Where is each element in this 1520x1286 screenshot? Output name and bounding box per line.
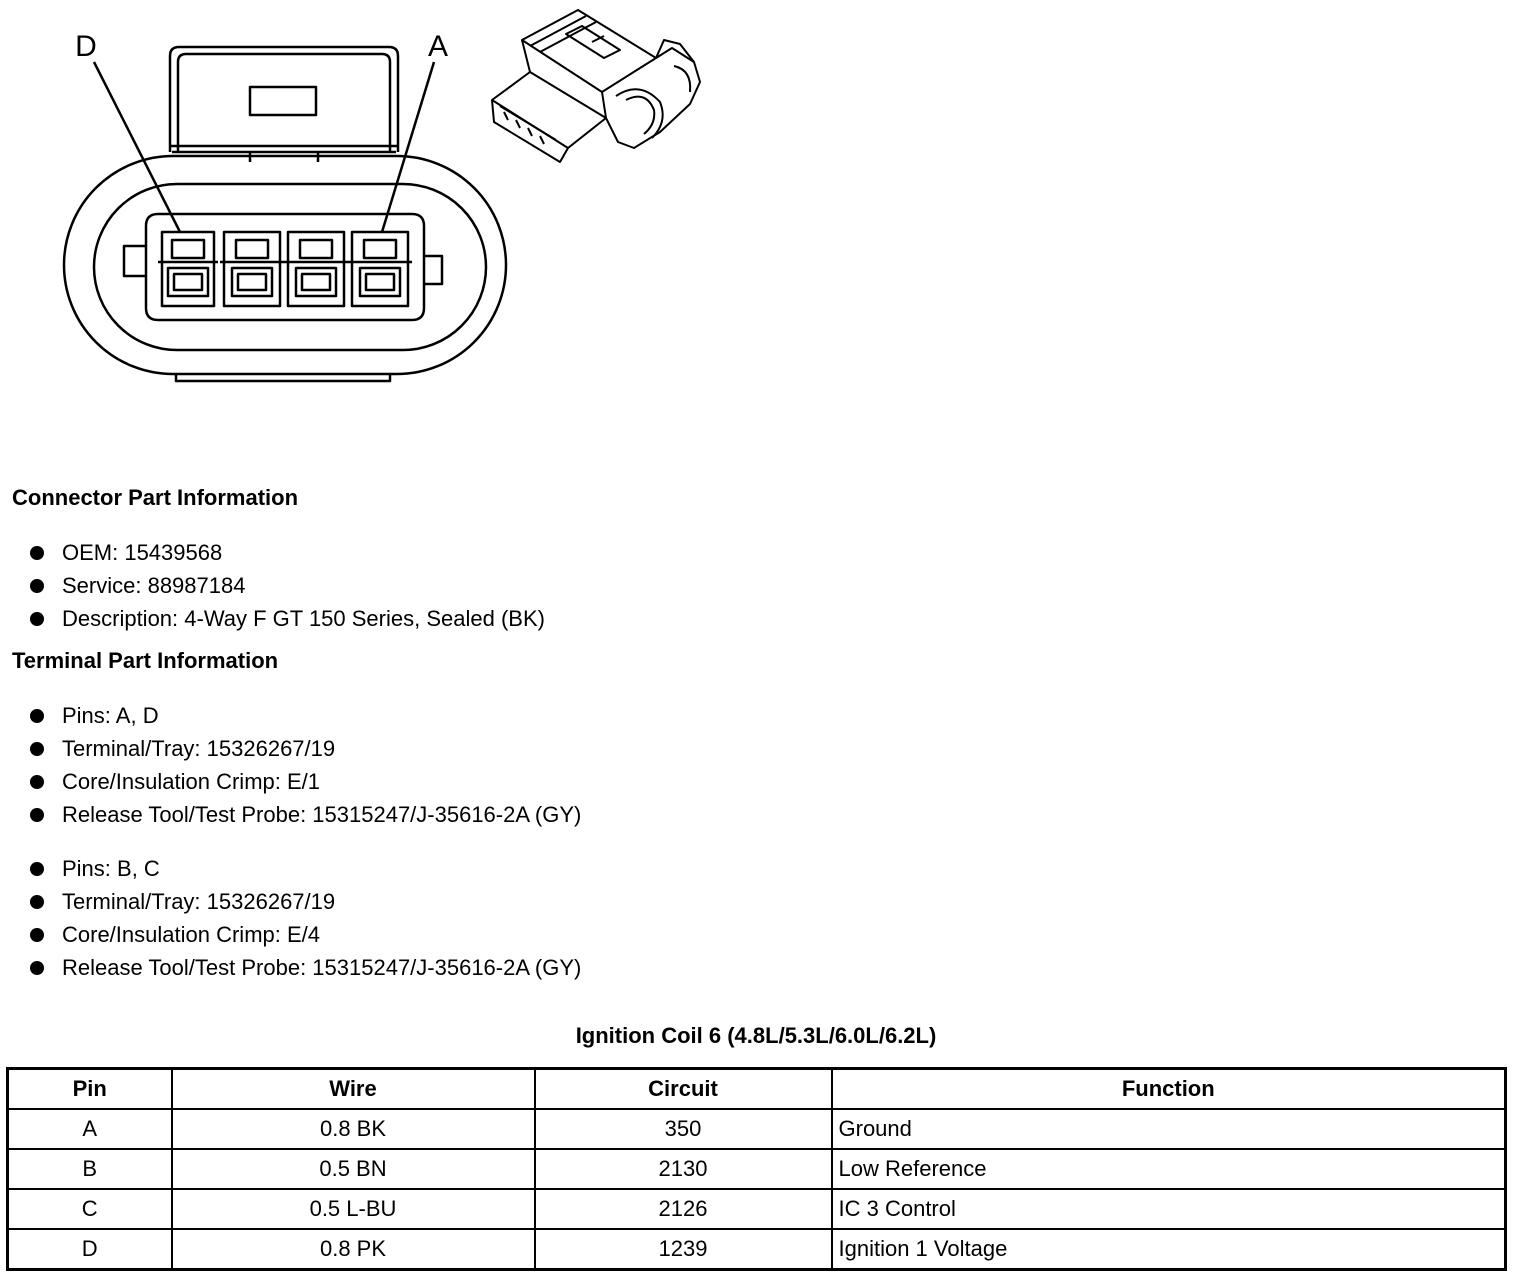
table-row	[8, 1229, 1506, 1270]
cell-function: Ground	[832, 1109, 1506, 1149]
list-item	[28, 569, 545, 602]
bullet-icon	[30, 579, 44, 593]
connector-info-heading: Connector Part Information	[12, 485, 299, 510]
cell-circuit: 1239	[535, 1229, 832, 1270]
cell-function: IC 3 Control	[832, 1189, 1506, 1229]
column-header-wire: Wire	[172, 1069, 535, 1110]
cell-wire: 0.8 PK	[172, 1229, 535, 1270]
pin-label-a: A	[427, 30, 449, 63]
cell-wire: 0.8 BK	[172, 1109, 535, 1149]
list-item	[28, 602, 545, 635]
list-item-text: Terminal/Tray: 15326267/19	[62, 889, 336, 914]
cavity-b	[284, 232, 348, 306]
cell-pin: C	[8, 1189, 172, 1229]
bullet-icon	[30, 742, 44, 756]
terminal-group-1-list	[28, 699, 581, 831]
cavity-c	[220, 232, 284, 306]
list-item-text: Description: 4-Way F GT 150 Series, Sealed (BK)	[62, 606, 545, 631]
connector-info-list	[28, 536, 545, 635]
table-row	[8, 1109, 1506, 1149]
cell-circuit: 2130	[535, 1149, 832, 1189]
bullet-icon	[30, 775, 44, 789]
list-item	[28, 885, 581, 918]
bullet-icon	[30, 862, 44, 876]
connector-diagram	[0, 0, 720, 400]
cell-pin: A	[8, 1109, 172, 1149]
list-item-text: Service: 88987184	[62, 573, 246, 598]
list-item-text: OEM: 15439568	[62, 540, 223, 565]
list-item-text: Pins: B, C	[62, 856, 160, 881]
table-row	[8, 1149, 1506, 1189]
terminal-cavities	[158, 232, 412, 306]
pin-table	[6, 1067, 1507, 1271]
list-item-text: Release Tool/Test Probe: 15315247/J-35616-2A (GY)	[62, 802, 582, 827]
cell-wire: 0.5 BN	[172, 1149, 535, 1189]
bullet-icon	[30, 961, 44, 975]
list-item-text: Core/Insulation Crimp: E/4	[62, 922, 320, 947]
terminal-info-heading: Terminal Part Information	[12, 648, 279, 673]
bullet-icon	[30, 895, 44, 909]
bullet-icon	[30, 612, 44, 626]
list-item	[28, 852, 581, 885]
column-header-circuit: Circuit	[535, 1069, 832, 1110]
bullet-icon	[30, 709, 44, 723]
column-header-function: Function	[832, 1069, 1506, 1110]
cell-function: Ignition 1 Voltage	[832, 1229, 1506, 1270]
cell-circuit: 350	[535, 1109, 832, 1149]
column-header-pin: Pin	[8, 1069, 172, 1110]
leader-line-d	[94, 62, 180, 232]
table-header-row	[8, 1069, 1506, 1110]
list-item	[28, 699, 581, 732]
bullet-icon	[30, 928, 44, 942]
cell-wire: 0.5 L-BU	[172, 1189, 535, 1229]
bullet-icon	[30, 808, 44, 822]
terminal-group-2-list	[28, 852, 581, 984]
list-item	[28, 951, 581, 984]
list-item	[28, 798, 581, 831]
cavity-a	[348, 232, 412, 306]
bullet-icon	[30, 546, 44, 560]
list-item-text: Terminal/Tray: 15326267/19	[62, 736, 336, 761]
pin-label-d: D	[75, 30, 97, 63]
cell-pin: B	[8, 1149, 172, 1189]
connector-3d-view	[492, 10, 700, 162]
cavity-d	[158, 232, 218, 306]
table-row	[8, 1189, 1506, 1229]
connector-housing	[64, 156, 506, 381]
list-item	[28, 536, 545, 569]
connector-latch	[170, 47, 398, 162]
list-item	[28, 732, 581, 765]
list-item-text: Pins: A, D	[62, 703, 159, 728]
list-item	[28, 765, 581, 798]
cell-function: Low Reference	[832, 1149, 1506, 1189]
table-title: Ignition Coil 6 (4.8L/5.3L/6.0L/6.2L)	[575, 1023, 937, 1048]
cell-pin: D	[8, 1229, 172, 1270]
cell-circuit: 2126	[535, 1189, 832, 1229]
list-item-text: Core/Insulation Crimp: E/1	[62, 769, 320, 794]
list-item-text: Release Tool/Test Probe: 15315247/J-35616-2A (GY)	[62, 955, 582, 980]
list-item	[28, 918, 581, 951]
